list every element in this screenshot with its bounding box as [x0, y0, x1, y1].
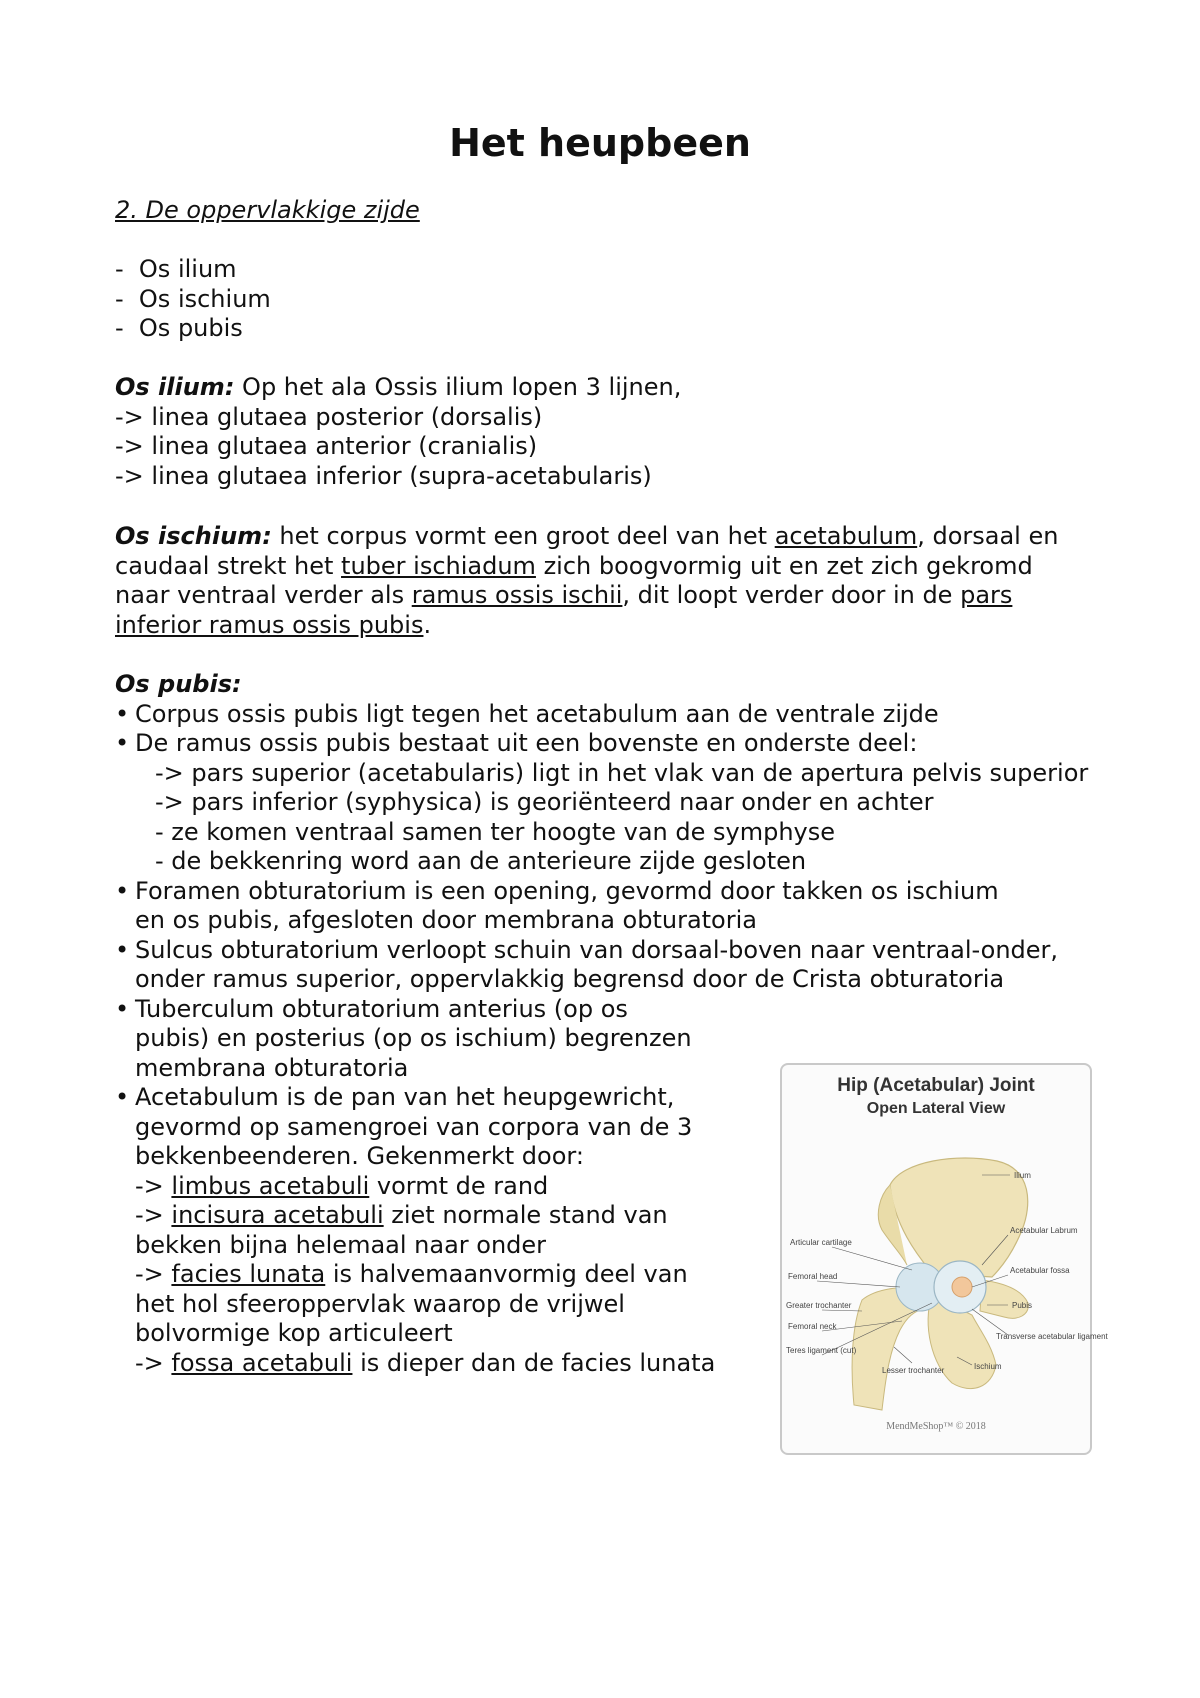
pubis-bone	[980, 1280, 1028, 1318]
label-acetabular-labrum: Acetabular Labrum	[1010, 1226, 1078, 1235]
figure-subtitle: Open Lateral View	[866, 1100, 1006, 1117]
list-item: - Os ischium	[115, 284, 271, 313]
hip-illustration	[782, 1065, 1108, 1453]
ilium-intro: Op het ala Ossis ilium lopen 3 lijnen,	[234, 373, 682, 401]
list-item: - Os ilium	[115, 255, 237, 283]
bullet-text: Sulcus obturatorium verloopt schuin van dorsaal-boven naar ventraal-onder, onder ramus superior, oppervlakkig begrensd door de Crista obturatoria	[135, 935, 1059, 993]
term: fossa acetabuli	[171, 1348, 353, 1377]
bullet-text: Tuberculum obturatorium anterius (op os pubis) en posterius (op os ischium) begrenzen membrana obturatoria	[135, 994, 692, 1082]
bullet-item	[115, 1083, 716, 1378]
sub-line: - de bekkenring word aan de anterieure zijde gesloten	[155, 847, 807, 875]
bullet-item	[115, 995, 695, 1084]
label-articular-cartilage: Articular cartilage	[790, 1238, 852, 1247]
list-item: - Os pubis	[115, 314, 243, 342]
page-title: Het heupbeen	[449, 121, 751, 165]
label-lesser-trochanter: Lesser trochanter	[882, 1366, 945, 1375]
ischium-text: het corpus vormt een groot deel van het	[271, 522, 775, 550]
ischium-term: ramus ossis ischii	[411, 581, 623, 609]
section-subtitle: 2. De oppervlakkige zijde	[115, 196, 420, 224]
sub-line	[135, 1201, 695, 1260]
ilium-bone	[890, 1158, 1028, 1277]
arrow: ->	[135, 1171, 172, 1200]
pubis-label: Os pubis:	[115, 670, 242, 698]
acetabular-fossa	[952, 1277, 972, 1297]
term: facies lunata	[171, 1260, 326, 1288]
arrow: ->	[135, 1201, 172, 1229]
figure-copyright: MendMeShop™ © 2018	[886, 1420, 986, 1432]
bullet-text: Foramen obturatorium is een opening, gevormd door takken os ischium en os pubis, afgesloten door membrana obturatoria	[135, 876, 999, 934]
arrow: ->	[135, 1260, 172, 1288]
bullet-text: De ramus ossis pubis bestaat uit een bovenste en onderste deel:	[135, 729, 918, 757]
figure-title: Hip (Acetabular) Joint	[837, 1075, 1035, 1096]
bullet-item	[115, 877, 1035, 936]
label-pubis: Pubis	[1012, 1301, 1033, 1310]
label-ischium: Ischium	[974, 1362, 1002, 1371]
sub-line: - ze komen ventraal samen ter hoogte van de symphyse	[155, 817, 836, 846]
ischium-term: tuber ischiadum	[341, 551, 536, 580]
bone-parts-list	[115, 255, 1105, 344]
label-transverse-ligament: Transverse acetabular ligament	[996, 1332, 1108, 1341]
sub-text: is halvemaanvormig deel van het hol sfeeroppervlak waarop de vrijwel bolvormige kop articuleert	[135, 1260, 688, 1347]
bullet-text: Acetabulum is de pan van het heupgewricht, gevormd op samengroei van corpora van de 3 bekkenbeenderen. Gekenmerkt door:	[135, 1083, 693, 1170]
ischium-section	[115, 522, 1090, 640]
ilium-line: -> linea glutaea posterior (dorsalis)	[115, 402, 543, 431]
ischium-text: , dit loopt verder door in de	[622, 581, 961, 609]
ilium-line: -> linea glutaea anterior (cranialis)	[115, 432, 538, 460]
term: incisura acetabuli	[171, 1201, 384, 1229]
ilium-label: Os ilium:	[115, 373, 235, 401]
sub-line: -> pars superior (acetabularis) ligt in het vlak van de apertura pelvis superior	[155, 758, 1089, 787]
sub-text: is dieper dan de facies lunata	[352, 1348, 716, 1377]
label-acetabular-fossa: Acetabular fossa	[1010, 1266, 1070, 1275]
hip-joint-figure	[780, 1063, 1108, 1455]
ilium-section	[115, 373, 1105, 491]
bullet-item	[115, 700, 1105, 730]
bullet-item	[115, 729, 1105, 877]
ilium-line: -> linea glutaea inferior (supra-acetabularis)	[115, 461, 652, 490]
label-femoral-head: Femoral head	[788, 1272, 838, 1281]
sub-line	[135, 1260, 695, 1349]
sub-text: vormt de rand	[369, 1171, 549, 1200]
sub-text: ziet normale stand van bekken bijna helemaal naar onder	[135, 1201, 668, 1259]
ischium-label: Os ischium:	[115, 522, 272, 550]
ischium-text: zich boogvormig uit en zet zich gekromd naar ventraal verder als	[115, 551, 1033, 609]
label-femoral-neck: Femoral neck	[788, 1322, 837, 1331]
sub-line	[135, 1348, 716, 1379]
ischium-text: , dorsaal en caudaal strekt het	[115, 522, 1059, 580]
label-teres-ligament: Teres ligament (cut)	[786, 1346, 857, 1355]
label-ilium: Ilium	[1014, 1171, 1031, 1180]
ischium-text: .	[423, 610, 432, 639]
sub-line: -> pars inferior (syphysica) is georiënteerd naar onder en achter	[155, 788, 934, 816]
arrow: ->	[135, 1348, 172, 1377]
bullet-text: Corpus ossis pubis ligt tegen het acetabulum aan de ventrale zijde	[135, 699, 939, 728]
label-greater-trochanter: Greater trochanter	[786, 1301, 852, 1310]
term: limbus acetabuli	[171, 1171, 370, 1200]
bullet-item	[115, 936, 1095, 995]
ischium-term: pars inferior ramus ossis pubis	[115, 581, 1013, 639]
sub-line	[135, 1172, 695, 1202]
ischium-term: acetabulum	[774, 522, 918, 550]
